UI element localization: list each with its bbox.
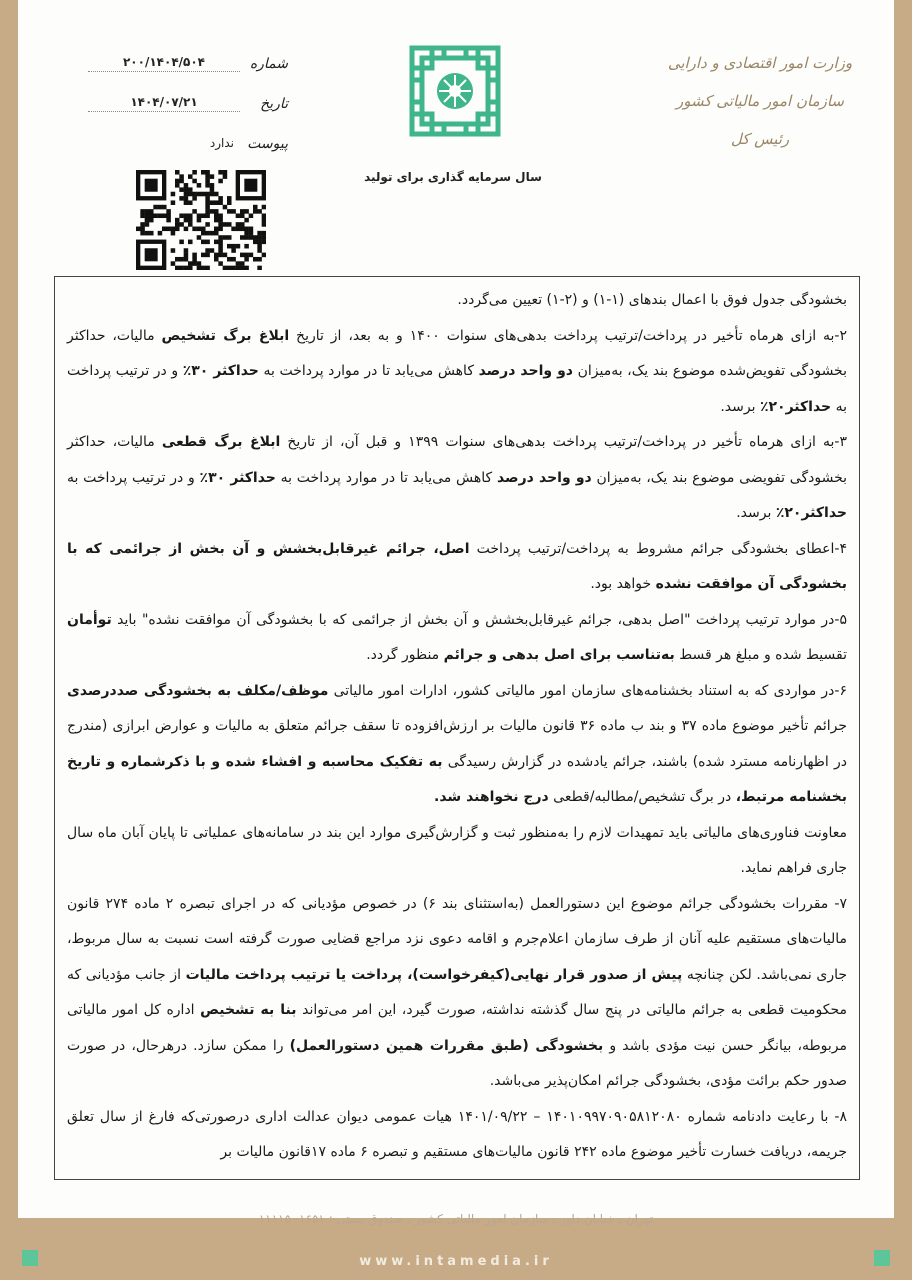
paragraph-item-7: ۷- مقررات بخشودگی جرائم موضوع این دستورالعمل (به‌استثنای بند ۶) در خصوص مؤدیانی که در اجرای تبصره ۲ ماده ۲۷۴ قانون مالیات‌های مستقیم علیه آنان از طرف سازمان اعلام‌جرم و اقامه دعوی نزد مراجع قضایی صورت گرفته است نسبت به سال مربوط، جاری نمی‌باشد. لکن چنانچه پیش از صدور قرار نهایی(کیفرخواست)، پرداخت یا ترتیب پرداخت مالیات از جانب مؤدیانی که محکومیت قطعی به جرائم مالیاتی در پنج سال گذشته نداشته، صورت گیرد، این امر می‌تواند بنا به تشخیص اداره کل امور مالیاتی مربوطه، بیانگر حسن نیت مؤدی باشد و بخشودگی (طبق مقررات همین دستورالعمل) را ممکن سازد. درهرحال، در صورت صدور حکم برائت مؤدی، بخشودگی جرائم امکان‌پذیر می‌باشد. (67, 895, 848, 1089)
letter-date: ۱۴۰۴/۰۷/۲۱ (88, 95, 240, 112)
attachment-value: ندارد (209, 136, 234, 150)
letter-metadata (88, 48, 288, 168)
tax-organization-logo (404, 40, 506, 142)
letter-number: ۲۰۰/۱۴۰۴/۵۰۴ (88, 55, 240, 72)
footer-website: www.intamedia.ir (359, 1254, 553, 1269)
paragraph-tech-deputy: معاونت فناوری‌های مالیاتی باید تمهیدات لازم را به‌منظور ثبت و گزارش‌گیری موارد این بند در سامانه‌های عملیاتی تا پایان آبان ماه سال جاری فراهم نماید. (67, 824, 847, 876)
signatory-title: رئیس کل (730, 130, 790, 148)
paragraph-intro: بخشودگی جدول فوق با اعمال بندهای (۱-۱) و (۲-۱) تعیین می‌گردد. (457, 292, 847, 308)
qr-code-icon (136, 170, 266, 270)
paragraph-item-4: ۴-اعطای بخشودگی جرائم مشروط به پرداخت/ترتیب پرداخت اصل، جرائم غیرقابل‌بخشش و آن بخش از جرائمی که با بخشودگی آن موافقت نشده خواهد بود. (67, 540, 847, 592)
date-label: تاریخ (260, 96, 288, 112)
organization-name: سازمان امور مالیاتی کشور (676, 92, 844, 110)
year-slogan: سال سرمایه گذاری برای تولید (364, 170, 542, 184)
paragraph-item-3: ۳-به ازای هرماه تأخیر در پرداخت/ترتیب پرداخت بدهی‌های سنوات ۱۳۹۹ و قبل آن، از تاریخ ابلاغ برگ قطعی مالیات، حداکثر بخشودگی تفویضی موضوع بند یک، به‌میزان دو واحد درصد کاهش می‌یابد تا در موارد پرداخت به حداکثر ۳۰٪ و در ترتیب پرداخت به حداکثر۲۰٪ برسد. (67, 434, 848, 521)
attachment-label: پیوست (247, 136, 288, 152)
paragraph-item-5: ۵-در موارد ترتیب پرداخت "اصل بدهی، جرائم غیرقابل‌بخشش و آن بخش از جرائمی که با بخشودگی آن موافقت نشده" باید توأمان تقسیط شده و مبلغ هر قسط به‌تناسب برای اصل بدهی و جرائم منظور گردد. (67, 611, 847, 663)
letter-page (18, 0, 894, 1226)
ministry-name: وزارت امور اقتصادی و دارایی (667, 54, 853, 72)
footer-address: تهران ـ خیابان داور ـ سازمان امور مالیاتی کشور ـ صندوق پستی : ۱۶۵۱- ۱۱۱۱۵ (258, 1212, 654, 1226)
paragraph-item-8: ۸- با رعایت دادنامه شماره ۱۴۰۱۰۹۹۷۰۹۰۵۸۱۲۰۸۰ – ۱۴۰۱/۰۹/۲۲ هیات عمومی دیوان عدالت اداری درصورتی‌که فارغ از سال تعلق جریمه، دریافت خسارت تأخیر موضوع ماده ۲۴۲ قانون مالیات‌های مستقیم و تبصره ۶ ماده ۱۷قانون مالیات بر (67, 1108, 847, 1160)
paragraph-item-2: ۲-به ازای هرماه تأخیر در پرداخت/ترتیب پرداخت بدهی‌های سنوات ۱۴۰۰ و به بعد، از تاریخ ابلاغ برگ تشخیص مالیات، حداکثر بخشودگی تفویض‌شده موضوع بند یک، به‌میزان دو واحد درصد کاهش می‌یابد تا در موارد پرداخت به حداکثر ۳۰٪ و در ترتیب پرداخت به حداکثر۲۰٪ برسد. (67, 327, 847, 415)
letter-body (54, 276, 860, 1180)
ministry-letterhead (660, 44, 860, 158)
number-label: شماره (249, 56, 288, 72)
paragraph-item-6: ۶-در مواردی که به استناد بخشنامه‌های سازمان امور مالیاتی کشور، ادارات امور مالیاتی موظف/مکلف به بخشودگی صددرصدی جرائم تأخیر موضوع ماده ۳۷ و بند ب ماده ۳۶ قانون مالیات بر ارزش‌افزوده تا سقف جرائم متعلق به مالیات و عوارض ابرازی (مندرج در اظهارنامه مسترد شده) باشند، جرائم یادشده در گزارش رسیدگی به تفکیک محاسبه و افشاء شده و با ذکرشماره و تاریخ بخشنامه مرتبط، در برگ تشخیص/مطالبه/قطعی درج نخواهند شد. (67, 682, 848, 805)
